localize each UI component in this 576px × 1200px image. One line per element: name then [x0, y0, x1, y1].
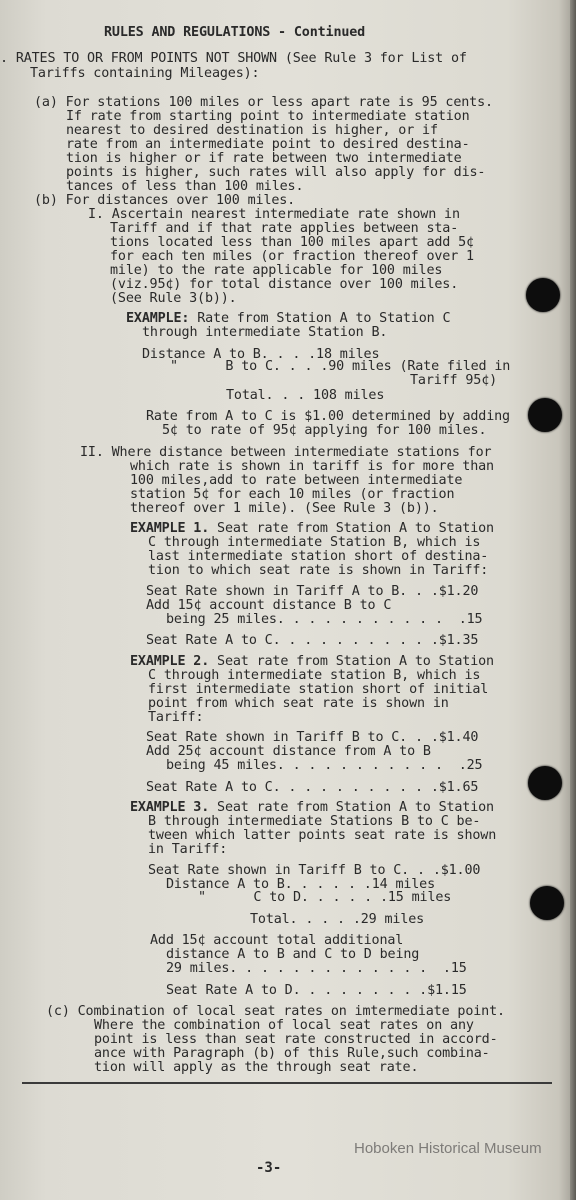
paragraph-a-line: (a) For stations 100 miles or less apart rate is 95 cents. [34, 95, 493, 110]
example-line: in Tariff: [148, 842, 228, 857]
distance-line: Distance A to B. . . . . .14 miles [166, 877, 436, 892]
example-label: EXAMPLE 1. [130, 521, 210, 536]
calc-line: Seat Rate shown in Tariff B to C. . .$1.00 [148, 863, 481, 878]
paragraph-b1-line: tions located less than 100 miles apart add 5¢ [110, 235, 474, 250]
example-block [130, 801, 494, 815]
example-line: point from which seat rate is shown in [148, 696, 449, 711]
paragraph-b1-line: (See Rule 3(b)). [110, 291, 237, 306]
paragraph-b1-line: for each ten miles (or fraction thereof over 1 [110, 249, 474, 264]
example-line: C through intermediate station B, which is [148, 668, 481, 683]
example-block [126, 312, 450, 326]
punch-hole [526, 278, 560, 312]
calc-line: 29 miles. . . . . . . . . . . . . .15 [166, 961, 467, 976]
paragraph-b1-line: Tariff and if that rate applies between sta- [110, 221, 459, 236]
section-title: . RATES TO OR FROM POINTS NOT SHOWN (See Rule 3 for List of [0, 51, 467, 66]
paragraph-c-line: point is less than seat rate constructed in accord- [94, 1032, 498, 1047]
example-line: Seat rate from Station A to Station [209, 800, 494, 815]
calc-line: distance A to B and C to D being [166, 947, 420, 962]
page-number: -3- [256, 1160, 282, 1176]
example-block [130, 522, 494, 536]
calc-line: Add 15¢ account distance B to C [146, 598, 392, 613]
example-block [130, 655, 494, 669]
punch-hole [530, 886, 564, 920]
paragraph-b1-line: I. Ascertain nearest intermediate rate shown in [88, 207, 460, 222]
paragraph-c-line: tion will apply as the through seat rate. [94, 1060, 419, 1075]
calc-line: being 25 miles. . . . . . . . . . . .15 [166, 612, 483, 627]
paragraph-b2-line: thereof over 1 mile). (See Rule 3 (b)). [130, 501, 439, 516]
paragraph-a-line: tion is higher or if rate between two intermediate [66, 151, 462, 166]
paragraph-b2-line: station 5¢ for each 10 miles (or fraction [130, 487, 455, 502]
paragraph-b-heading: (b) For distances over 100 miles. [34, 193, 296, 208]
distance-line: " B to C. . . .90 miles (Rate filed in [170, 359, 511, 374]
example-line: tion to which seat rate is shown in Tariff: [148, 563, 489, 578]
example-line: B through intermediate Stations B to C be- [148, 814, 481, 829]
divider [22, 1082, 552, 1084]
distance-line: Tariff 95¢) [410, 373, 498, 388]
example-line: Seat rate from Station A to Station [209, 521, 494, 536]
example-line: tween which latter points seat rate is shown [148, 828, 497, 843]
example-line: first intermediate station short of initial [148, 682, 489, 697]
paragraph-b1-line: (viz.95¢) for total distance over 100 miles. [110, 277, 459, 292]
example-line: Tariff: [148, 710, 204, 725]
calc-line: Seat Rate shown in Tariff A to B. . .$1.20 [146, 584, 479, 599]
example-line: last intermediate station short of destina- [148, 549, 489, 564]
distance-line: Distance A to B. . . .18 miles [142, 347, 380, 362]
paragraph-b2-line: 100 miles,add to rate between intermediate [130, 473, 463, 488]
example-line: through intermediate Station B. [142, 325, 388, 340]
punch-hole [528, 766, 562, 800]
calc-result: Seat Rate A to C. . . . . . . . . . .$1.65 [146, 780, 479, 795]
paragraph-a-line: tances of less than 100 miles. [66, 179, 304, 194]
calc-result: Seat Rate A to C. . . . . . . . . . .$1.35 [146, 633, 479, 648]
paragraph-b2-line: II. Where distance between intermediate stations for [80, 445, 492, 460]
example-label: EXAMPLE 3. [130, 800, 210, 815]
paragraph-a-line: If rate from starting point to intermediate station [66, 109, 470, 124]
paragraph-b2-line: which rate is shown in tariff is for more than [130, 459, 494, 474]
calc-line: being 45 miles. . . . . . . . . . . .25 [166, 758, 483, 773]
section-title-continued: Tariffs containing Mileages): [30, 66, 260, 81]
paragraph-c-line: ance with Paragraph (b) of this Rule,such combina- [94, 1046, 490, 1061]
distance-line: " C to D. . . . . .15 miles [198, 890, 452, 905]
example-label: EXAMPLE: [126, 311, 190, 326]
total-line: Total. . . 108 miles [226, 388, 385, 403]
paragraph-c-line: (c) Combination of local seat rates on imtermediate point. [46, 1004, 505, 1019]
page-header: RULES AND REGULATIONS - Continued [104, 25, 366, 40]
paragraph-b1-line: mile) to the rate applicable for 100 miles [110, 263, 443, 278]
paragraph-a-line: nearest to desired destination is higher, or if [66, 123, 438, 138]
calc-result: Seat Rate A to D. . . . . . . . .$1.15 [166, 983, 467, 998]
calc-line: Add 25¢ account distance from A to B [146, 744, 431, 759]
paragraph-a-line: points is higher, such rates will also apply for dis- [66, 165, 486, 180]
example-line: Seat rate from Station A to Station [209, 654, 494, 669]
rate-line: 5¢ to rate of 95¢ applying for 100 miles. [162, 423, 487, 438]
example-line: C through intermediate Station B, which is [148, 535, 481, 550]
punch-hole [528, 398, 562, 432]
calc-line: Add 15¢ account total additional [150, 933, 404, 948]
example-line: Rate from Station A to Station C [189, 311, 451, 326]
calc-line: Seat Rate shown in Tariff B to C. . .$1.40 [146, 730, 479, 745]
rate-line: Rate from A to C is $1.00 determined by adding [146, 409, 510, 424]
paragraph-c-line: Where the combination of local seat rates on any [94, 1018, 474, 1033]
paragraph-a-line: rate from an intermediate point to desired destina- [66, 137, 470, 152]
page-edge-shadow [570, 0, 576, 1200]
museum-watermark: Hoboken Historical Museum [354, 1140, 542, 1157]
total-line: Total. . . . .29 miles [250, 912, 425, 927]
example-label: EXAMPLE 2. [130, 654, 210, 669]
